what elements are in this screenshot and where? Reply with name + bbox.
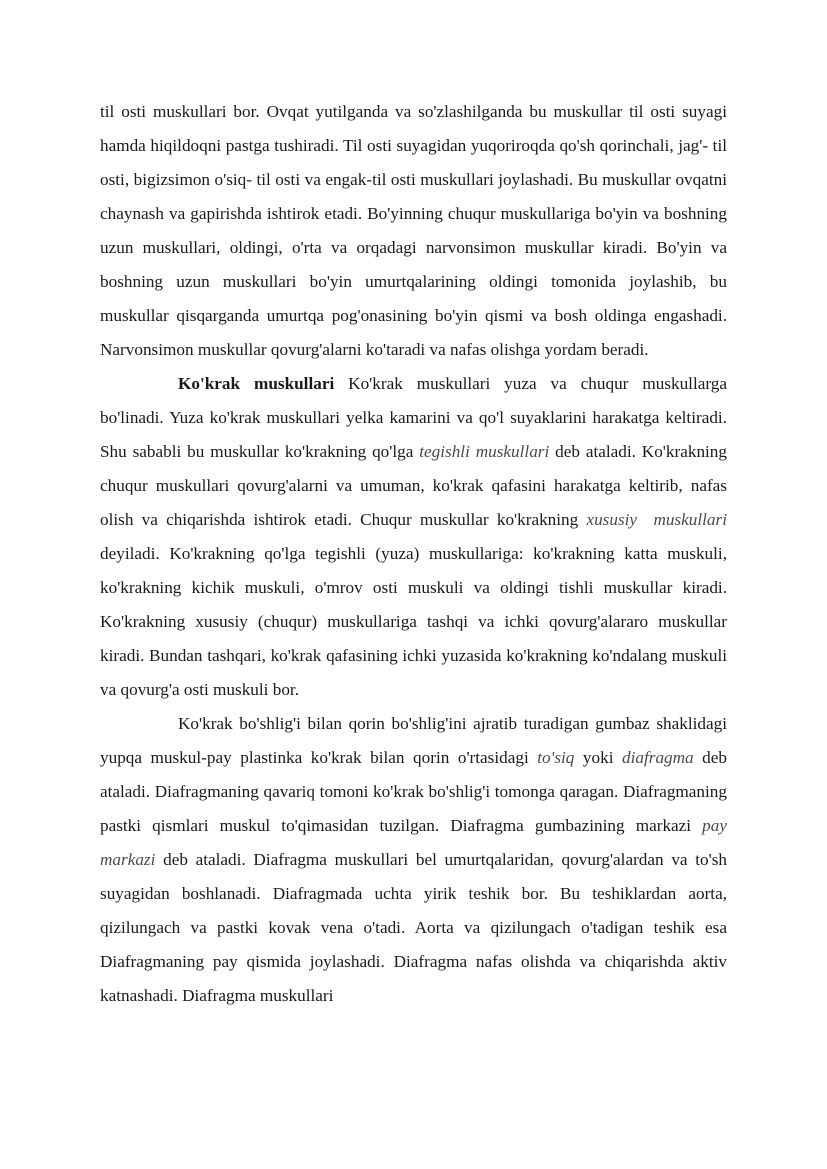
term-diafragma: diafragma [622, 748, 694, 767]
term-tosiq: to'siq [537, 748, 575, 767]
paragraph-text: til osti muskullari bor. Ovqat yutilganda va so'zlashilganda bu muskullar til osti suyagi hamda hiqildoqni pastga tushiradi. Til osti suyagidan yuqoriroqda qo'sh qorinchali, jag'- til osti, bigizsimon o'siq- til osti va engak-til osti muskullari joylashadi. Bu muskullar ovqatni chaynash va gapirishda ishtirok etadi. Bo'yinning chuqur muskullariga bo'yin va boshning uzun muskullari, oldingi, o'rta va orqadagi narvonsimon muskullar kiradi. Bo'yin va boshning uzun muskullari bo'yin umurtqalarining oldingi tomonida joylashib, bu muskullar qisqarganda umurtqa pog'onasining bo'yin qismi va bosh oldinga engashadi. Narvonsimon muskullar qovurg'alarni ko'taradi va nafas olishga yordam beradi. [100, 102, 727, 359]
paragraph-text: deb ataladi. Ko'krakning chuqur muskullari qovurg'alarni va umuman, ko'krak qafasini harakatga keltirib, nafas olish va chiqarishda ishtirok etadi. Chuqur muskullar ko'krakning [100, 442, 727, 529]
paragraph-diaphragm [100, 707, 727, 1013]
document-body [100, 95, 727, 1013]
paragraph-text: Ko'krak bo'shlig'i bilan qorin bo'shlig'ini ajratib turadigan gumbaz shaklidagi yupqa muskul-pay plastinka ko'krak bilan qorin o'rtasidagi [100, 714, 727, 767]
term-pay-markazi: pay markazi [100, 816, 727, 869]
paragraph-text: Ko'krak muskullari yuza va chuqur muskullarga bo'linadi. Yuza ko'krak muskullari yelka kamarini va qo'l suyaklarini harakatga keltiradi. Shu sababli bu muskullar ko'krakning qo'lga [100, 374, 727, 461]
paragraph-chest-muscles [100, 367, 727, 707]
term-xususiy-muskullari: xususiy muskullari [586, 510, 727, 529]
term-tegishli-muskullari: tegishli muskullari [419, 442, 550, 461]
paragraph-text: deyiladi. Ko'krakning qo'lga tegishli (yuza) muskullariga: ko'krakning katta muskuli, ko'krakning kichik muskuli, o'mrov osti muskuli va oldingi tishli muskullar kiradi. Ko'krakning xususiy (chuqur) muskullariga tashqi va ichki qovurg'alararo muskullar kiradi. Bundan tashqari, ko'krak qafasining ichki yuzasida ko'krakning ko'ndalang muskuli va qovurg'a osti muskuli bor. [100, 544, 727, 699]
paragraph-text: deb ataladi. Diafragma muskullari bel umurtqalaridan, qovurg'alardan va to'sh suyagidan boshlanadi. Diafragmada uchta yirik teshik bor. Bu teshiklardan aorta, qizilungach va pastki kovak vena o'tadi. Aorta va qizilungach o'tadigan teshik esa Diafragmaning pay qismida joylashadi. Diafragma nafas olishda va chiqarishda aktiv katnashadi. Diafragma muskullari [100, 850, 727, 1005]
section-heading-chest-muscles: Ko'krak muskullari [178, 374, 335, 393]
paragraph-neck-muscles [100, 95, 727, 367]
paragraph-text: yoki [574, 748, 623, 767]
paragraph-text: deb ataladi. Diafragmaning qavariq tomoni ko'krak bo'shlig'i tomonga qaragan. Diafragmaning pastki qismlari muskul to'qimasidan tuzilgan. Diafragma gumbazining markazi [100, 748, 727, 835]
